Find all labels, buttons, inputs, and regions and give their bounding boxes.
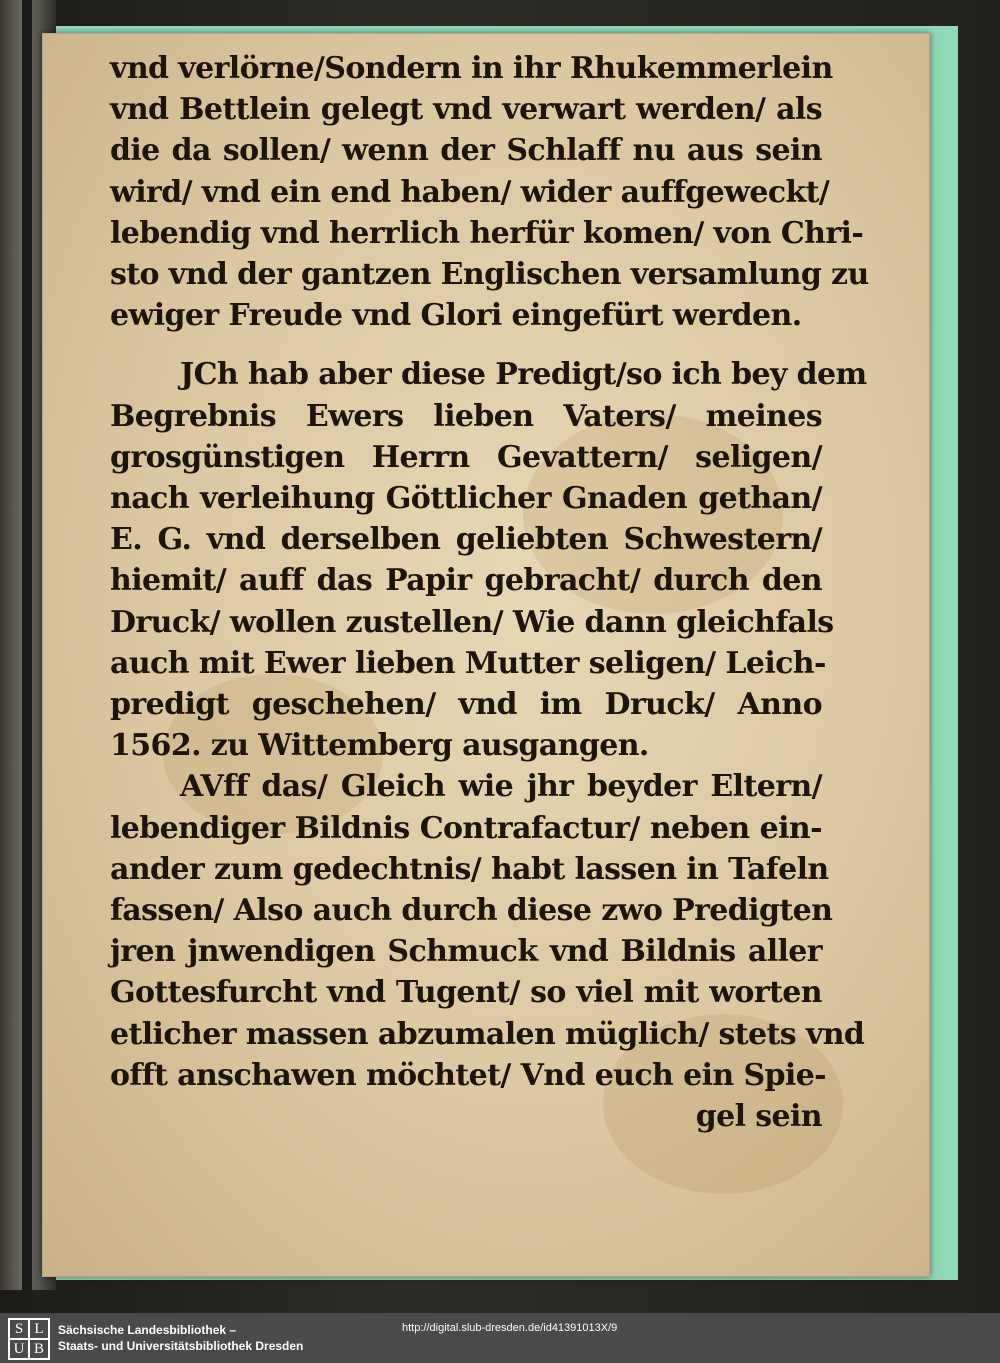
text-line: offt anschawen möchtet/ Vnd euch ein Spie- <box>110 1057 827 1093</box>
library-name <box>58 1322 303 1354</box>
text-line: auch mit Ewer lieben Mutter seligen/ Leich- <box>110 645 826 681</box>
text-line: fassen/ Also auch durch diese zwo Predigten <box>110 893 833 929</box>
paragraph-2 <box>110 354 867 766</box>
text-line: lebendig vnd herrlich herfür komen/ von Chri- <box>110 215 864 251</box>
logo-letter: U <box>9 1339 29 1359</box>
text-line: 1562. zu Wittemberg ausgangen. <box>110 728 649 764</box>
text-line: JCh hab aber diese Predigt/so ich bey dem <box>180 357 867 393</box>
text-line: nach verleihung Göttlicher Gnaden gethan/ <box>110 481 822 517</box>
text-line: vnd Bettlein gelegt vnd verwart werden/ als <box>110 92 822 128</box>
footer-bar <box>0 1313 1000 1363</box>
logo-letter: L <box>29 1319 49 1339</box>
text-line: ander zum gedechtnis/ habt lassen in Tafeln <box>110 851 829 887</box>
text-line: grosgünstigen Herrn Gevattern/ seligen/ <box>110 439 822 475</box>
text-line: AVff das/ Gleich wie jhr beyder Eltern/ <box>180 769 822 805</box>
library-name-line-1: Sächsische Landesbibliothek – <box>58 1323 237 1337</box>
text-line: vnd verlörne/Sondern in ihr Rhukemmerlein <box>110 51 833 86</box>
text-line: etlicher massen abzumalen müglich/ stets vnd <box>110 1016 865 1052</box>
permalink-url[interactable]: http://digital.slub-dresden.de/id41391013X/9 <box>402 1322 618 1334</box>
text-line: predigt geschehen/ vnd im Druck/ Anno <box>110 687 822 723</box>
catchword: gel sein <box>695 1099 822 1135</box>
text-line: sto vnd der gantzen Englischen versamlung zu <box>110 257 869 293</box>
text-line: Gottesfurcht vnd Tugent/ so viel mit worten <box>110 975 822 1011</box>
text-line: Begrebnis Ewers lieben Vaters/ meines <box>110 398 822 434</box>
slub-logo[interactable] <box>8 1318 50 1360</box>
text-line: die da sollen/ wenn der Schlaff nu aus sein <box>110 133 822 169</box>
text-line: lebendiger Bildnis Contrafactur/ neben ein- <box>110 810 822 846</box>
text-line: hiemit/ auff das Papir gebracht/ durch den <box>110 563 822 599</box>
book-gutter <box>22 0 32 1290</box>
paragraph-1 <box>110 48 869 336</box>
text-line: jren jnwendigen Schmuck vnd Bildnis aller <box>110 934 822 970</box>
bleed-through-text <box>152 1138 161 1168</box>
text-line: Druck/ wollen zustellen/ Wie dann gleichfals <box>110 604 834 640</box>
logo-letter: S <box>9 1319 29 1339</box>
paragraph-3 <box>110 766 865 1137</box>
text-line: E. G. vnd derselben geliebten Schwestern/ <box>110 522 822 558</box>
page-text <box>110 48 869 1137</box>
text-line: ewiger Freude vnd Glori eingefürt werden. <box>110 298 802 334</box>
logo-letter: B <box>29 1339 49 1359</box>
text-line: wird/ vnd ein end haben/ wider auffgeweckt/ <box>110 174 830 210</box>
library-name-line-2: Staats- und Universitätsbibliothek Dresden <box>58 1339 304 1353</box>
